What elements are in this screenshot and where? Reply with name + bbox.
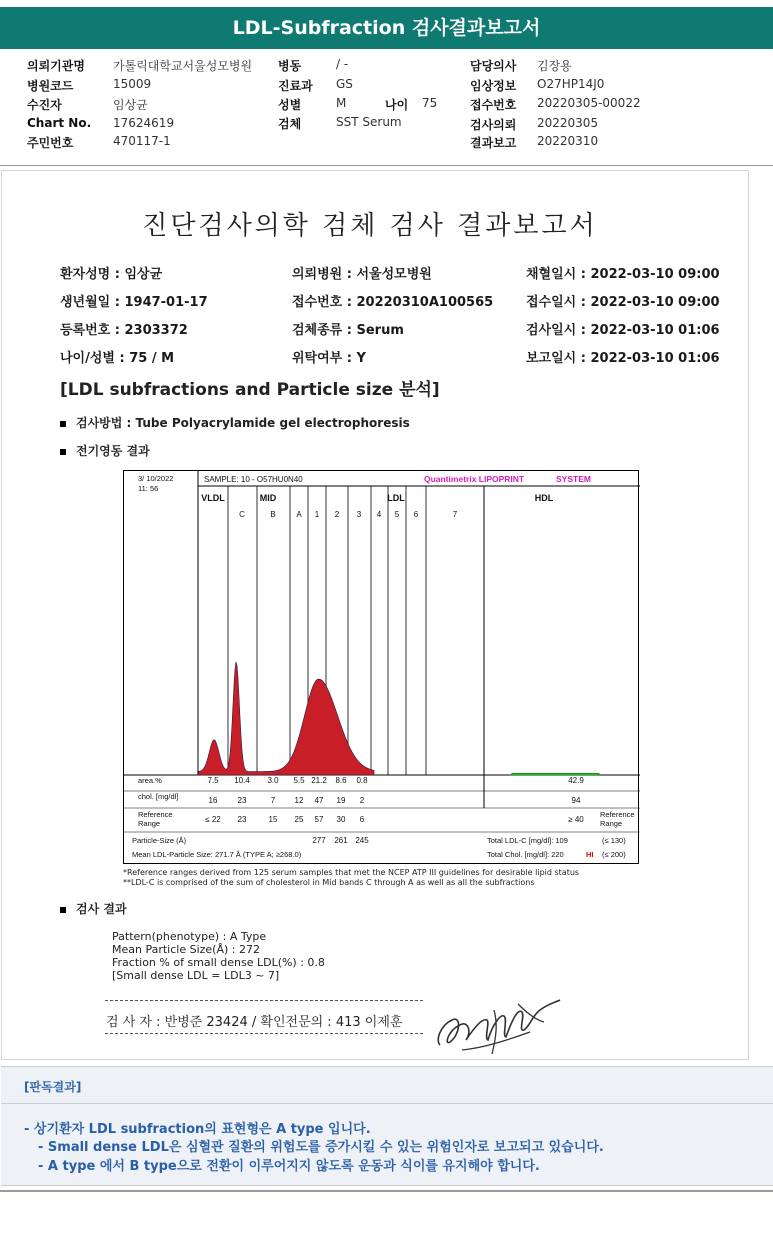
interpretation-line-3: - A type 에서 B type으로 전환이 이루어지지 않도록 운동과 식이를 유지해야 합니다. [38, 1159, 540, 1174]
ward-label: 병동 [278, 59, 302, 73]
chol-value: 7 [270, 796, 276, 805]
electrophoresis-bullet [60, 442, 150, 459]
bullet-dot [60, 421, 66, 427]
requesting-hospital: 의뢰병원 : 서울성모병원 [292, 267, 432, 282]
result-pattern: Pattern(phenotype) : A Type [112, 930, 267, 943]
chol-value: 94 [571, 796, 581, 805]
clinical-info-value: O27HP14J0 [537, 77, 605, 91]
band-label-7: 7 [452, 510, 458, 519]
region-label-ldl: LDL [387, 493, 405, 503]
particle-size-value: 245 [355, 836, 369, 845]
total-cholesterol-flag: HI [586, 850, 594, 859]
chart-curves [198, 662, 599, 775]
reference-value: 25 [294, 815, 304, 824]
department-label: 진료과 [278, 79, 313, 93]
chart-time: 11: 56 [138, 484, 159, 493]
hospital-code-value: 15009 [113, 77, 152, 91]
sex-label: 성별 [278, 98, 302, 112]
signature-image [432, 990, 567, 1060]
chart-date: 3/ 10/2022 [138, 474, 174, 483]
receipt-no-value: 20220305-00022 [537, 96, 641, 110]
section-title: [LDL subfractions and Particle size 분석] [60, 380, 440, 400]
chart-brand-suffix: SYSTEM [556, 474, 591, 484]
signature-stroke [438, 1000, 560, 1045]
bottom-divider [0, 1190, 773, 1192]
chol-value: 12 [294, 796, 304, 805]
row-label-mean-size: Mean LDL-Particle Size: 271.7 Å (TYPE A; ≥268.0) [132, 850, 302, 859]
row-label-chol: chol. [mg/dl] [138, 792, 179, 801]
result-fraction: Fraction % of small dense LDL(%) : 0.8 [112, 956, 325, 969]
result-mean-size: Mean Particle Size(Å) : 272 [112, 943, 260, 956]
sex-value: M [336, 96, 347, 110]
interpretation-heading: [판독결과] [24, 1080, 82, 1094]
area-value: 0.8 [356, 776, 368, 785]
band-label-3: 3 [356, 510, 362, 519]
lipoprotein-curve-hdl [509, 773, 599, 775]
chol-value: 16 [208, 796, 218, 805]
reference-value: 6 [359, 815, 365, 824]
birth-date: 생년월일 : 1947-01-17 [60, 295, 208, 310]
report-title-bar: LDL-Subfraction 검사결과보고서 [0, 7, 773, 49]
bullet-dot [60, 907, 66, 913]
collection-time: 채혈일시 : 2022-03-10 09:00 [526, 267, 720, 282]
reference-value: 15 [268, 815, 278, 824]
area-value: 3.0 [267, 776, 279, 785]
patient-name: 환자성명 : 임상균 [60, 267, 163, 282]
total-cholesterol-ref: (≤ 200) [602, 850, 626, 859]
chart-no-value: 17624619 [113, 116, 175, 130]
chart-labels [132, 474, 635, 859]
region-label-vldl: VLDL [201, 493, 225, 503]
reference-value: ≥ 40 [568, 815, 584, 824]
footnote-reference: *Reference ranges derived from 125 serum samples that met the NCEP ATP III guidelines for desirable lipid status [123, 868, 580, 877]
band-label-6: 6 [413, 510, 419, 519]
accession-no: 접수번호 : 20220310A100565 [292, 295, 494, 310]
chol-value: 23 [237, 796, 247, 805]
resident-no-label: 주민번호 [27, 136, 74, 150]
request-header [0, 52, 773, 164]
chart-sample-id: SAMPLE: 10 - O57HU0N40 [204, 475, 303, 484]
chol-value: 47 [314, 796, 324, 805]
area-value: 7.5 [207, 776, 219, 785]
footnote-ldlc: **LDL-C is comprised of the sum of cholesterol in Mid bands C through A as well as all the subfractions [123, 878, 535, 887]
receipt-time: 접수일시 : 2022-03-10 09:00 [526, 295, 720, 310]
request-date-value: 20220305 [537, 116, 599, 130]
resident-no-value: 470117-1 [113, 134, 171, 148]
doctor-value: 김장용 [537, 59, 572, 73]
bullet-dot [60, 449, 66, 455]
chol-value: 19 [336, 796, 346, 805]
age-label: 나이 [385, 98, 409, 112]
reference-value: 57 [314, 815, 324, 824]
particle-size-value: 261 [334, 836, 348, 845]
doctor-label: 담당의사 [470, 59, 517, 73]
result-heading: 검사 결과 [76, 902, 127, 916]
result-definition: [Small dense LDL = LDL3 ~ 7] [112, 969, 280, 982]
area-value: 21.2 [311, 776, 327, 785]
chart-no-label: Chart No. [27, 116, 92, 130]
examinee-value: 임상균 [113, 98, 148, 112]
band-label-2: 2 [334, 510, 340, 519]
test-time: 검사일시 : 2022-03-10 01:06 [526, 323, 720, 338]
band-label-1: 1 [314, 510, 320, 519]
method-bullet [60, 414, 410, 431]
dashed-divider [105, 1000, 423, 1001]
report-time: 보고일시 : 2022-03-10 01:06 [526, 351, 720, 366]
outsourced-flag: 위탁여부 : Y [292, 351, 366, 366]
specimen-type: 검체종류 : Serum [292, 323, 404, 338]
area-value: 10.4 [234, 776, 250, 785]
clinical-info-label: 임상정보 [470, 79, 517, 93]
reference-value: 30 [336, 815, 346, 824]
chart-grid [124, 471, 640, 832]
examinee-label: 수진자 [27, 98, 62, 112]
region-label-hdl: HDL [534, 493, 554, 503]
area-value: 42.9 [568, 776, 584, 785]
hospital-code-label: 병원코드 [27, 79, 74, 93]
region-label-mid: MID [259, 493, 277, 503]
dashed-divider [105, 1033, 423, 1034]
report-main-title: 진단검사의학 검체 검사 결과보고서 [142, 211, 598, 241]
interpretation-divider [1, 1103, 773, 1104]
inspector-line: 검 사 자 : 반병준 23424 / 확인전문의 : 413 이제훈 [106, 1015, 403, 1030]
total-ldl-c-ref: (≤ 130) [602, 836, 626, 845]
ward-value: / - [336, 57, 349, 71]
row-label-area: area.% [138, 776, 162, 785]
chol-value: 2 [359, 796, 365, 805]
result-bullet [60, 900, 127, 917]
band-label-b: B [270, 510, 276, 519]
row-label-range-right: Range [600, 819, 623, 828]
band-label-4: 4 [376, 510, 382, 519]
report-date-value: 20220310 [537, 134, 599, 148]
total-ldl-c: Total LDL-C [mg/dl]: 109 [487, 836, 568, 845]
row-label-particle-size: Particle-Size (Å) [132, 836, 187, 845]
institution-label: 의뢰기관명 [27, 59, 85, 73]
institution-value: 가톨릭대학교서울성모병원 [113, 59, 253, 73]
specimen-value: SST Serum [336, 115, 402, 129]
registration-no: 등록번호 : 2303372 [60, 323, 188, 338]
report-date-label: 결과보고 [470, 136, 517, 150]
band-label-a: A [296, 510, 302, 519]
lipoprint-chart-svg [124, 471, 640, 865]
interpretation-line-1: - 상기환자 LDL subfraction의 표현형은 A type 입니다. [24, 1122, 371, 1137]
band-label-5: 5 [394, 510, 400, 519]
total-cholesterol: Total Chol. [mg/dl]: 220 [487, 850, 564, 859]
chart-brand: Quantimetrix LIPOPRINT [424, 474, 525, 484]
area-value: 5.5 [293, 776, 305, 785]
department-value: GS [336, 77, 353, 91]
interpretation-line-2: - Small dense LDL은 심혈관 질환의 위험도를 증가시킬 수 있는 위험인자로 보고되고 있습니다. [38, 1140, 604, 1155]
request-date-label: 검사의뢰 [470, 118, 517, 132]
header-divider [0, 165, 773, 166]
row-label-reference-right: Reference [600, 810, 635, 819]
row-label-range: Range [138, 819, 161, 828]
reference-value: 23 [237, 815, 247, 824]
method-text: 검사방법 : Tube Polyacrylamide gel electrophoresis [76, 416, 410, 430]
row-label-reference: Reference [138, 810, 173, 819]
receipt-no-label: 접수번호 [470, 98, 517, 112]
reference-value: ≤ 22 [205, 815, 221, 824]
specimen-label: 검체 [278, 117, 302, 131]
electrophoresis-text: 전기영동 결과 [76, 444, 150, 458]
lipoprint-chart [123, 470, 639, 864]
age-value: 75 [422, 96, 438, 110]
age-sex: 나이/성별 : 75 / M [60, 351, 175, 366]
area-value: 8.6 [335, 776, 347, 785]
band-label-c: C [239, 510, 245, 519]
particle-size-value: 277 [312, 836, 326, 845]
